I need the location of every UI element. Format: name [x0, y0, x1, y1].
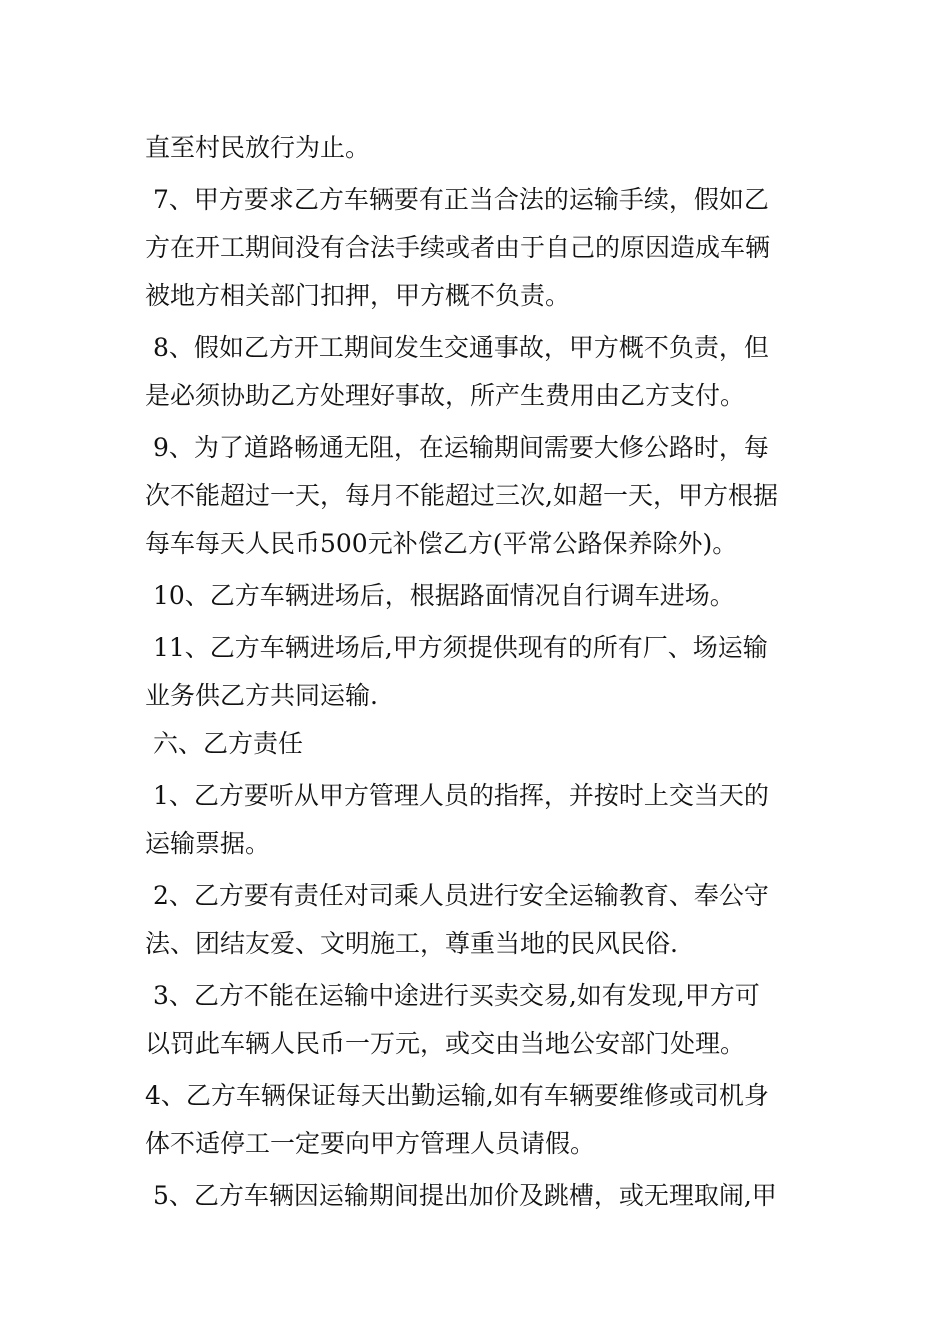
text-line: 是必须协助乙方处理好事故，所产生费用由乙方支付。	[145, 381, 746, 410]
text-line: 11、乙方车辆进场后,甲方须提供现有的所有厂、场运输	[145, 633, 768, 662]
text-line: 4、乙方车辆保证每天出勤运输,如有车辆要维修或司机身	[145, 1081, 769, 1110]
section-heading: 六、乙方责任	[145, 729, 303, 758]
text-line: 运输票据。	[145, 829, 271, 858]
text-line: 8、假如乙方开工期间发生交通事故，甲方概不负责，但	[145, 333, 769, 362]
text-line: 直至村民放行为止。	[145, 133, 371, 162]
text-line: 业务供乙方共同运输.	[145, 681, 378, 710]
text-line: 被地方相关部门扣押，甲方概不负责。	[145, 281, 571, 310]
text-line: 2、乙方要有责任对司乘人员进行安全运输教育、奉公守	[145, 881, 769, 910]
text-line: 方在开工期间没有合法手续或者由于自己的原因造成车辆	[145, 233, 771, 262]
text-line: 7、甲方要求乙方车辆要有正当合法的运输手续，假如乙	[145, 185, 769, 214]
text-line: 法、团结友爱、文明施工，尊重当地的民风民俗.	[145, 929, 678, 958]
text-line: 5、乙方车辆因运输期间提出加价及跳槽，或无理取闹,甲	[145, 1181, 777, 1210]
text-line: 10、乙方车辆进场后，根据路面情况自行调车进场。	[145, 581, 735, 610]
text-line: 每车每天人民币500元补偿乙方(平常公路保养除外)。	[145, 529, 738, 558]
text-line: 9、为了道路畅通无阻，在运输期间需要大修公路时，每	[145, 433, 769, 462]
text-line: 以罚此车辆人民币一万元，或交由当地公安部门处理。	[145, 1029, 746, 1058]
text-line: 3、乙方不能在运输中途进行买卖交易,如有发现,甲方可	[145, 981, 760, 1010]
text-line: 次不能超过一天，每月不能超过三次,如超一天，甲方根据	[145, 481, 778, 510]
text-line: 1、乙方要听从甲方管理人员的指挥，并按时上交当天的	[145, 781, 769, 810]
text-line: 体不适停工一定要向甲方管理人员请假。	[145, 1129, 596, 1158]
